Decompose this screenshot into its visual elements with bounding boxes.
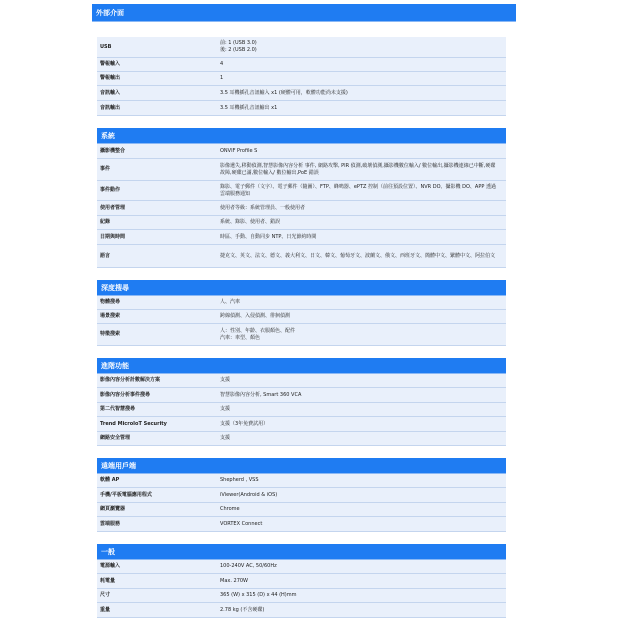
- spec-label: Trend MicroIoT Security: [100, 420, 167, 427]
- spec-value: 3.5 耳機插孔音訊輸出 x1: [220, 104, 278, 111]
- spec-label: 耗電量: [100, 577, 116, 584]
- table-row: [97, 144, 506, 159]
- spec-value: 支援: [220, 377, 231, 383]
- table-row: [97, 296, 506, 310]
- spec-label: 場景搜索: [100, 313, 121, 319]
- spec-label: 網路安全管理: [100, 435, 131, 441]
- spec-label: 影像內容分析計數解決方案: [100, 377, 161, 383]
- table-row: [97, 574, 506, 589]
- spec-value: Chrome: [220, 506, 240, 512]
- spec-table: [97, 37, 506, 116]
- table-row: [97, 58, 506, 72]
- spec-value: 智慧影像內容分析, Smart 360 VCA: [220, 391, 302, 398]
- spec-label: 手機/平板電腦應用程式: [100, 491, 152, 498]
- spec-label: 音訊輸入: [100, 89, 121, 96]
- table-row: [97, 159, 506, 181]
- spec-label: 事件動作: [100, 187, 121, 193]
- spec-label: 警報輸出: [100, 75, 121, 81]
- spec-value: 人、汽車: [220, 299, 241, 305]
- table-row: [97, 374, 506, 388]
- table-row: [97, 37, 506, 58]
- spec-value: 跨線偵測、入侵偵測、徘徊偵測: [220, 313, 291, 319]
- spec-label: 攝影機整合: [100, 147, 126, 154]
- spec-value: 使用者等級：系統管理員、一般使用者: [220, 204, 306, 211]
- section-header: 系統: [97, 128, 506, 144]
- spec-table: [97, 474, 506, 532]
- section-header: 深度搜尋: [97, 280, 506, 296]
- section-header: 進階功能: [97, 358, 506, 374]
- table-row: [97, 230, 506, 245]
- spec-label: 使用者管理: [100, 204, 126, 211]
- spec-label: 日期與時間: [100, 233, 126, 240]
- table-row: [97, 201, 506, 216]
- section-header: 一般: [97, 544, 506, 560]
- spec-label: 事件: [100, 166, 111, 172]
- spec-value: 1: [220, 75, 224, 81]
- table-row: [97, 324, 506, 346]
- section-header: 遠端用戶端: [97, 458, 506, 474]
- table-row: [97, 101, 506, 116]
- spec-value: 錄影、電子郵件（文字）、電子郵件（隨圖）、FTP、蜂鳴器、ePTZ 控制（前往預設位置）、NVR DO、攝影機 DO、APP 透過雲端服務通知: [220, 183, 496, 197]
- spec-value: Max. 270W: [220, 577, 249, 584]
- table-row: [97, 603, 506, 618]
- spec-label: 軟體 AP: [100, 477, 120, 483]
- spec-label: 影像內容分析事件搜尋: [100, 391, 151, 398]
- spec-label: 特徵搜索: [100, 331, 121, 337]
- table-row: [97, 503, 506, 517]
- table-row: [97, 488, 506, 503]
- spec-label: 紀錄: [100, 219, 111, 225]
- section-header: 外部介面: [92, 4, 516, 22]
- table-row: [97, 86, 506, 101]
- spec-label: 物體搜尋: [100, 299, 121, 305]
- spec-value: iViewer(Android & iOS): [220, 491, 278, 498]
- spec-label: 警報輸入: [100, 61, 121, 67]
- spec-value: 支援: [220, 435, 231, 441]
- table-row: [97, 388, 506, 403]
- spec-label: 重量: [100, 606, 111, 613]
- table-row: [97, 517, 506, 532]
- spec-value: 支援（3年免費試用）: [220, 420, 269, 427]
- table-row: [97, 474, 506, 488]
- table-row: [97, 560, 506, 574]
- table-row: [97, 432, 506, 446]
- spec-value: VORTEX Connect: [220, 520, 263, 527]
- spec-value: 3.5 耳機插孔音訊輸入 x1 (硬體可用，軟體功能尚未支援): [220, 89, 348, 96]
- spec-table: [97, 560, 506, 618]
- spec-label: USB: [100, 43, 112, 50]
- spec-value: 影像遺失,移動偵測,智慧影像內容分析 事件, 網路攻擊, PIR 偵測,破壞偵測,攝影機數位輸入/ 數位輸出,攝影機連線已中斷,硬碟故障,硬碟已滿,數位輸入/ 數位輸出,PoE 錯誤: [220, 162, 496, 176]
- spec-label: 網頁瀏覽器: [100, 506, 126, 512]
- spec-value: ONVIF Profile S: [220, 147, 258, 154]
- spec-value: 4: [220, 61, 224, 67]
- table-row: [97, 589, 506, 603]
- spec-table: [97, 374, 506, 446]
- spec-table: [97, 144, 506, 268]
- spec-label: 第二代智慧搜尋: [100, 406, 136, 412]
- spec-value: Shepherd , VSS: [220, 477, 259, 483]
- spec-value: 2.78 kg (不含硬碟): [220, 606, 265, 613]
- table-row: [97, 310, 506, 324]
- table-row: [97, 417, 506, 432]
- table-row: [97, 181, 506, 201]
- spec-label: 尺寸: [100, 592, 111, 598]
- table-row: [97, 72, 506, 86]
- spec-label: 語言: [100, 252, 111, 259]
- spec-value: 前: 1 (USB 3.0) 後: 2 (USB 2.0): [220, 40, 257, 53]
- spec-value: 支援: [220, 406, 231, 412]
- spec-label: 音訊輸出: [100, 104, 121, 111]
- table-row: [97, 245, 506, 268]
- spec-value: 人：性別、年齡、衣服顏色、配件 汽車：車型、顏色: [220, 327, 296, 341]
- spec-value: 100-240V AC, 50/60Hz: [220, 563, 277, 569]
- spec-label: 雲端服務: [100, 520, 121, 527]
- spec-value: 系統、錄影、使用者、錯誤: [220, 219, 281, 225]
- table-row: [97, 403, 506, 417]
- spec-value: 捷克文、英文、法文、德文、義大利文、日文、韓文、葡萄牙文、波蘭文、俄文、西班牙文、簡體中文、繁體中文、阿拉伯文: [220, 252, 496, 259]
- spec-value: 365 (W) x 315 (D) x 44 (H)mm: [220, 592, 297, 598]
- table-row: [97, 216, 506, 230]
- spec-label: 電源輸入: [100, 563, 121, 569]
- spec-value: 時區、手動、自動同步 NTP、日光節約時間: [220, 233, 317, 240]
- spec-table: [97, 296, 506, 346]
